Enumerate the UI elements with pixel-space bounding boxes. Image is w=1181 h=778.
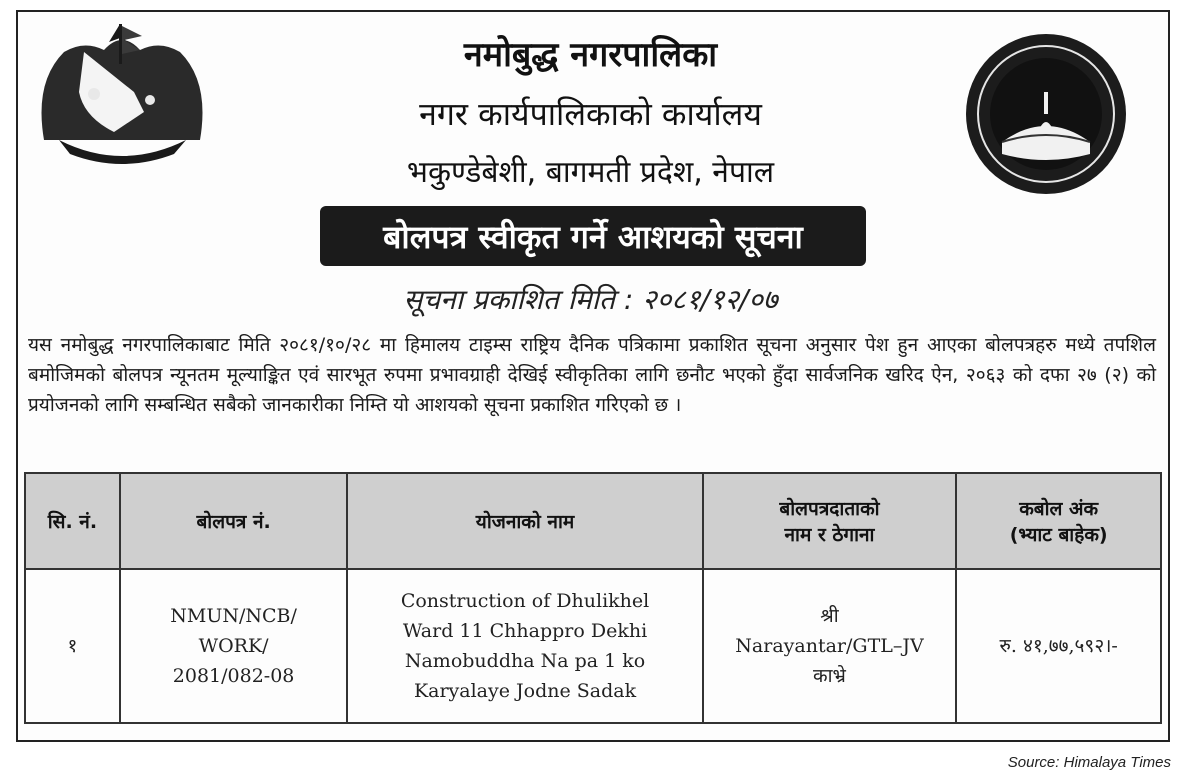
office-address: भकुण्डेबेशी, बागमती प्रदेश, नेपाल xyxy=(406,155,775,190)
notice-title-banner xyxy=(320,206,866,266)
office-name: नगर कार्यपालिकाको कार्यालय xyxy=(419,95,762,133)
municipality-name: नमोबुद्ध नगरपालिका xyxy=(463,35,718,75)
cell-amount: रु. ४१,७७,५९२।- xyxy=(956,569,1161,723)
project-line2: Ward 11 Chhappro Dekhi xyxy=(402,620,648,642)
bidder-line1: श्री xyxy=(820,605,839,627)
notice-paragraph: यस नमोबुद्ध नगरपालिकाबाट मिति २०८१/१०/२८ मा हिमालय टाइम्स राष्ट्रिय दैनिक पत्रिकामा प्रकाशित सूचना अनुसार पेश हुन आएका बोलपत्रहरु मध्ये तपशिल बमोजिमको बोलपत्र न्यूनतम मूल्याङ्कित एवं सारभूत रुपमा प्रभावग्राही देखिई स्वीकृतिका लागि छनौट भएको हुँदा सार्वजनिक खरिद ऐन, २०६३ को दफा २७ (२) को प्रयोजनको लागि सम्बन्धित सबैको जानकारीका निम्ति यो आशयको सूचना प्रकाशित गरिएको छ । xyxy=(28,334,1156,416)
bid-no-line2: WORK/ xyxy=(198,635,269,657)
col-header-amount-line2: (भ्याट बाहेक) xyxy=(1009,524,1108,546)
bid-table xyxy=(24,472,1162,724)
col-header-sn: सि. नं. xyxy=(25,473,120,569)
source-credit: Source: Himalaya Times xyxy=(1007,754,1171,771)
notice-title: बोलपत्र स्वीकृत गर्ने आशयको सूचना xyxy=(383,217,803,256)
col-header-project: योजनाको नाम xyxy=(347,473,702,569)
col-header-bidder xyxy=(703,473,957,569)
cell-sn: १ xyxy=(25,569,120,723)
col-header-bidder-line1: बोलपत्रदाताको xyxy=(779,498,880,520)
bid-no-line3: 2081/082-08 xyxy=(172,665,295,687)
col-header-bid-no: बोलपत्र नं. xyxy=(120,473,348,569)
bidder-line3: काभ्रे xyxy=(813,665,846,687)
table-row xyxy=(25,569,1161,723)
table-header-row xyxy=(25,473,1161,569)
publish-date: सूचना प्रकाशित मिति : २०८१/१२/०७ xyxy=(403,283,778,316)
cell-bid-no xyxy=(120,569,348,723)
project-line1: Construction of Dhulikhel xyxy=(400,590,650,612)
project-line4: Karyalaye Jodne Sadak xyxy=(413,680,637,702)
cell-project xyxy=(347,569,702,723)
col-header-amount-line1: कबोल अंक xyxy=(1019,498,1099,520)
col-header-amount xyxy=(956,473,1161,569)
project-line3: Namobuddha Na pa 1 ko xyxy=(404,650,646,672)
bidder-line2: Narayantar/GTL–JV xyxy=(735,635,924,657)
bid-no-line1: NMUN/NCB/ xyxy=(170,605,297,627)
col-header-bidder-line2: नाम र ठेगाना xyxy=(784,524,875,546)
cell-bidder xyxy=(703,569,957,723)
